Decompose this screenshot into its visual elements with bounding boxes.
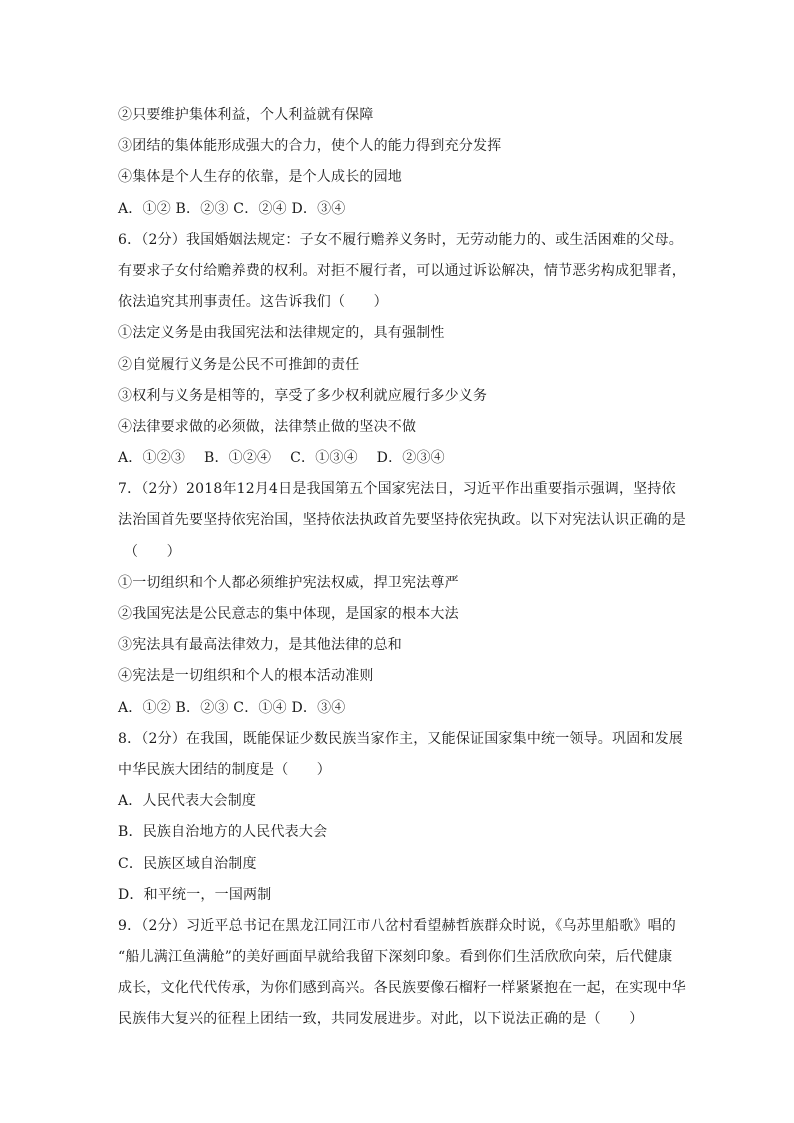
q8-option-a: A．人民代表大会制度 <box>118 793 257 810</box>
answer-choices-q5: A．①② B．②③ C．②④ D．③④ <box>118 200 346 217</box>
q6-statement-2: ②自觉履行义务是公民不可推卸的责任 <box>118 356 360 373</box>
q7-statement-3: ③宪法具有最高法律效力，是其他法律的总和 <box>118 637 402 654</box>
option-statement-4: ④集体是个人生存的依靠，是个人成长的园地 <box>118 169 402 186</box>
q7-statement-1: ①一切组织和个人都必须维护宪法权威，捍卫宪法尊严 <box>118 574 459 591</box>
q6-statement-4: ④法律要求做的必须做，法律禁止做的坚决不做 <box>118 418 417 435</box>
q6-statement-1: ①法定义务是由我国宪法和法律规定的，具有强制性 <box>118 325 445 342</box>
question-8-stem-line-1: 8．（2分）在我国，既能保证少数民族当家作主，又能保证国家集中统一领导。巩固和发展 <box>118 730 684 747</box>
document-page <box>118 100 688 1036</box>
question-7-stem-line-3: （ ） <box>124 543 181 560</box>
q7-statement-4: ④宪法是一切组织和个人的根本活动准则 <box>118 668 374 685</box>
answer-choices-q7: A．①② B．②③ C．①④ D．③④ <box>118 699 346 716</box>
q8-option-d: D．和平统一，一国两制 <box>118 886 272 903</box>
question-6-stem-line-1: 6．（2分）我国婚姻法规定：子女不履行赡养义务时，无劳动能力的、或生活困难的父母。 <box>118 231 684 248</box>
question-7-stem-line-1: 7．（2分）2018年12月4日是我国第五个国家宪法日，习近平作出重要指示强调，坚持依 <box>118 481 676 498</box>
q7-statement-2: ②我国宪法是公民意志的集中体现，是国家的根本大法 <box>118 606 459 622</box>
question-6-stem-line-3: 依法追究其刑事责任。这告诉我们（ ） <box>118 294 388 311</box>
answer-choices-q6: A．①②③ B．①②④ C．①③④ D．②③④ <box>118 450 445 467</box>
question-9-stem-line-1: 9．（2分）习近平总书记在黑龙江同江市八岔村看望赫哲族群众时说，《乌苏里船歌》唱的 <box>118 917 677 934</box>
q8-option-b: B．民族自治地方的人民代表大会 <box>118 824 328 841</box>
question-9-stem-line-3: 成长，文化代代传承，为你们感到高兴。各民族要像石榴籽一样紧紧抱在一起，在实现中华 <box>118 980 686 997</box>
option-statement-2: ②只要维护集体利益，个人利益就有保障 <box>118 107 374 123</box>
question-9-stem-line-2: “船儿满江鱼满舱”的美好画面早就给我留下深刻印象。看到你们生活欣欣向荣，后代健康 <box>118 949 673 966</box>
question-8-stem-line-2: 中华民族大团结的制度是（ ） <box>118 761 331 778</box>
option-statement-3: ③团结的集体能形成强大的合力，使个人的能力得到充分发挥 <box>118 138 502 155</box>
q8-option-c: C．民族区域自治制度 <box>118 855 257 872</box>
question-9-stem-line-4: 民族伟大复兴的征程上团结一致，共同发展进步。对此，以下说法正确的是（ ） <box>118 1011 644 1028</box>
question-6-stem-line-2: 有要求子女付给赡养费的权利。对拒不履行者，可以通过诉讼解决，情节恶劣构成犯罪者， <box>118 262 686 279</box>
question-7-stem-line-2: 法治国首先要坚持依宪治国，坚持依法执政首先要坚持依宪执政。以下对宪法认识正确的是 <box>118 512 686 529</box>
q6-statement-3: ③权利与义务是相等的，享受了多少权利就应履行多少义务 <box>118 387 488 404</box>
